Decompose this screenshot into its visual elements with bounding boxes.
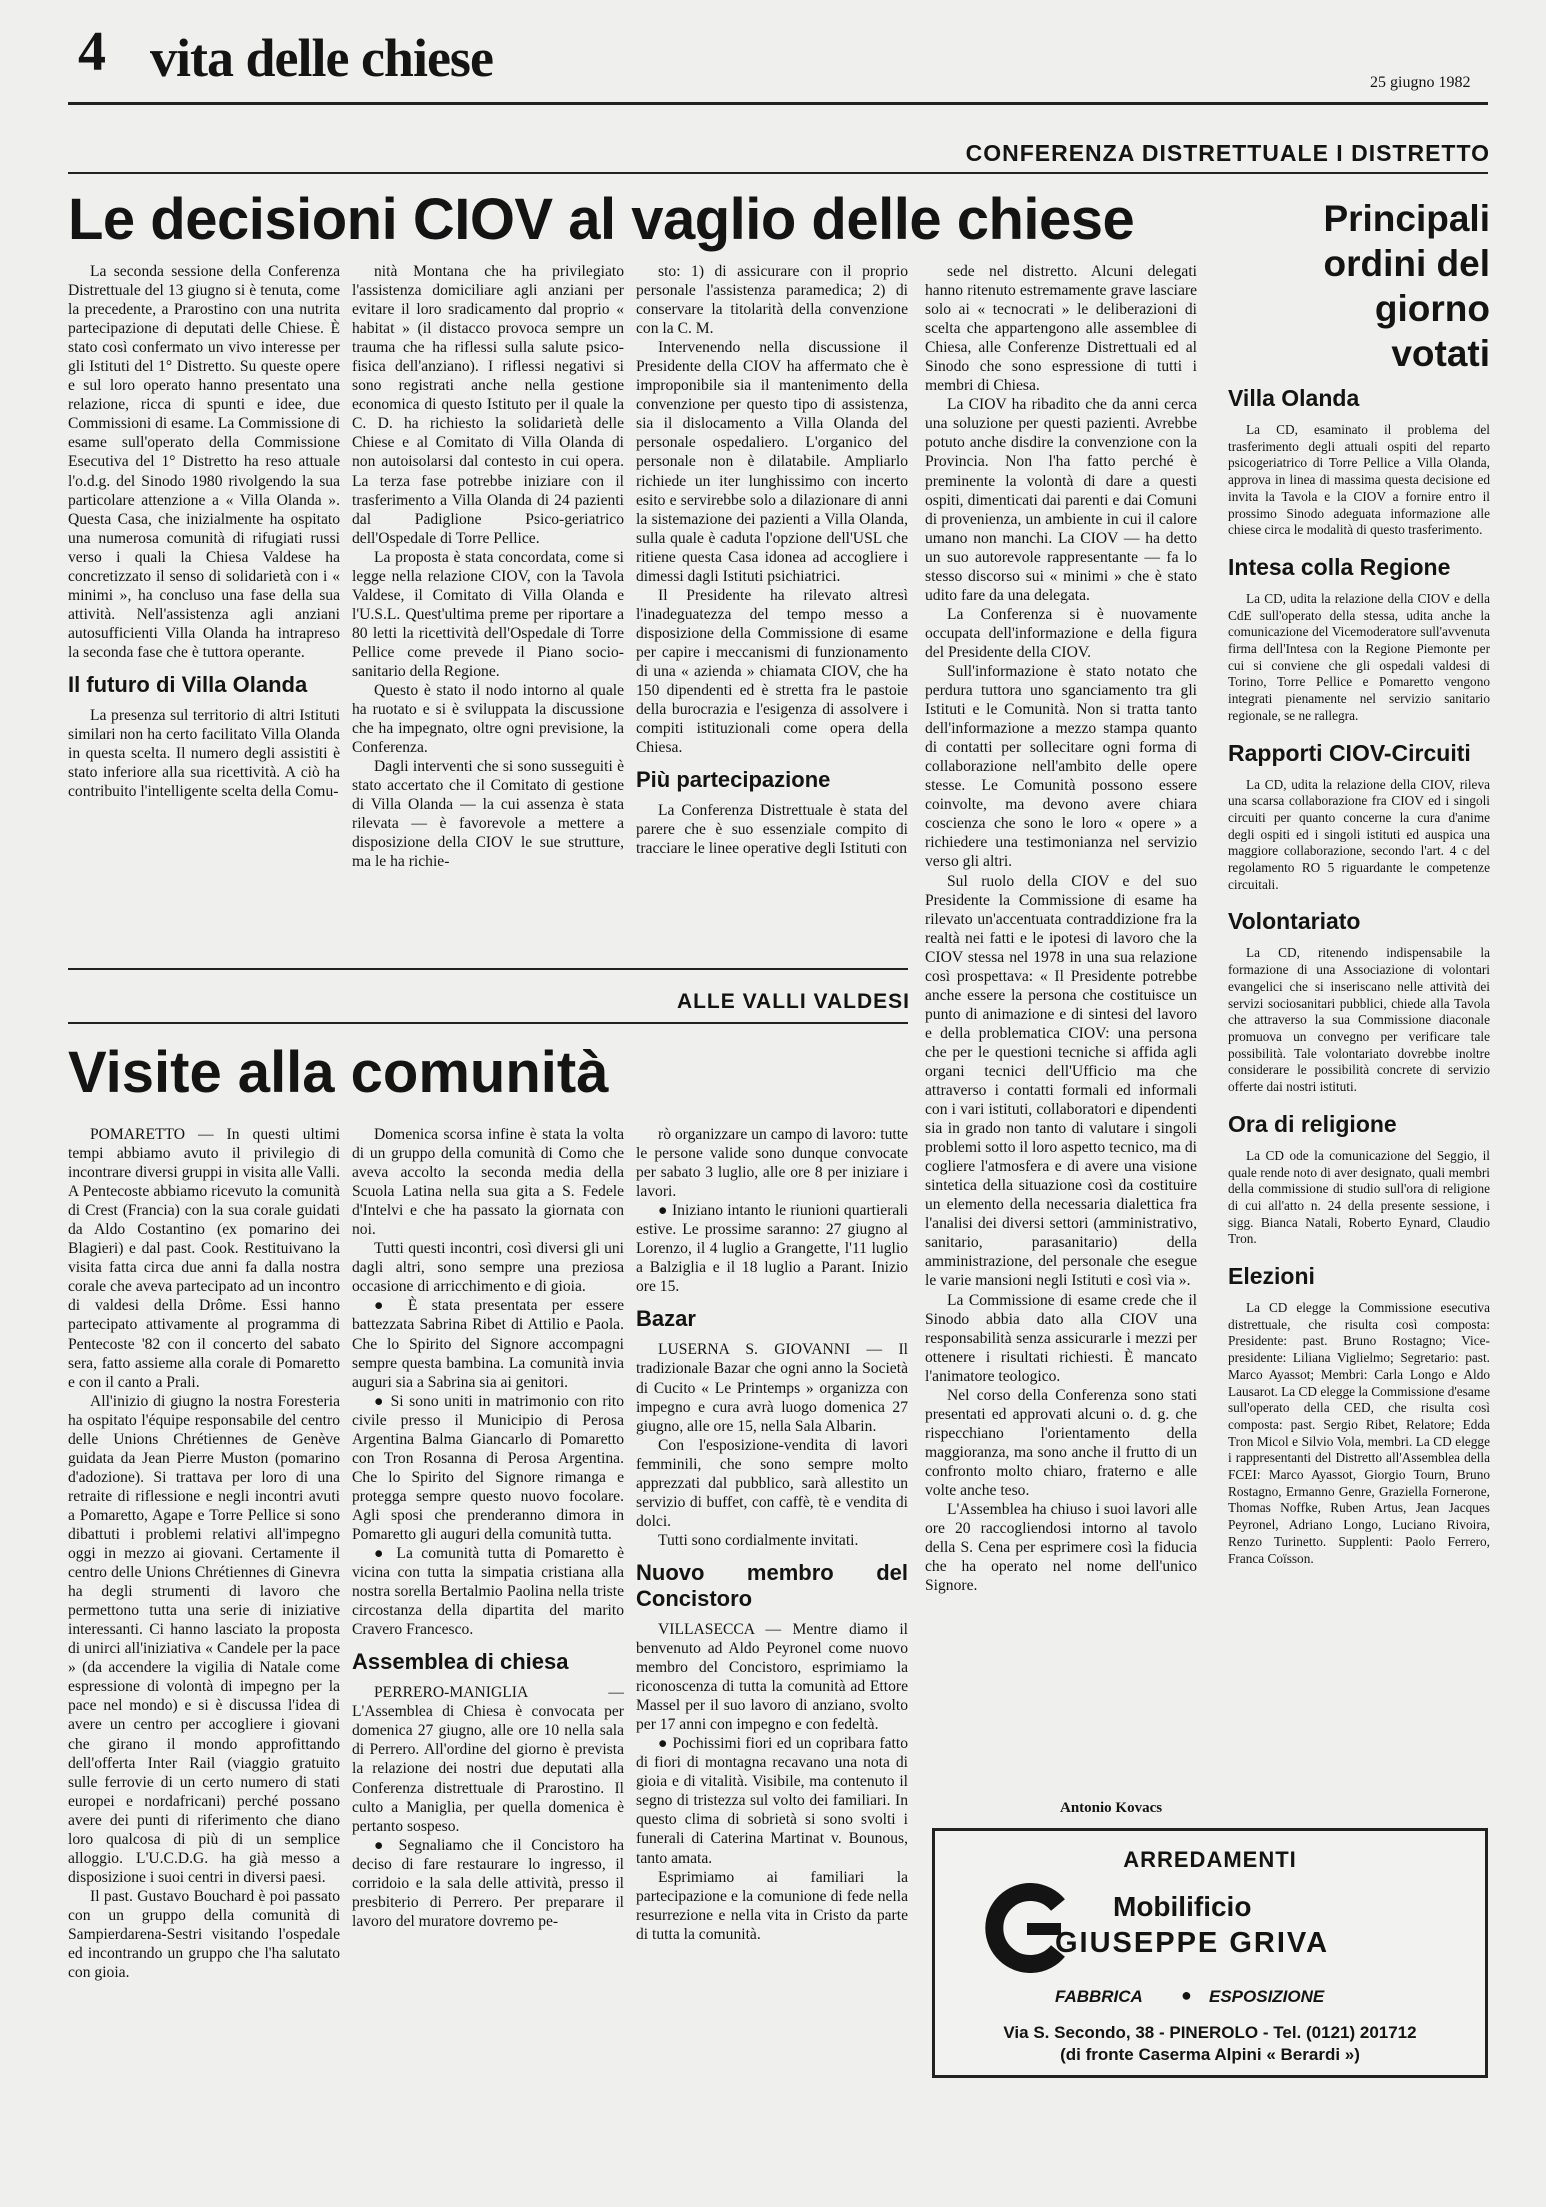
sidebar-section (1228, 384, 1490, 539)
subheading: Il futuro di Villa Olanda (68, 671, 308, 697)
paragraph: PERRERO-MANIGLIA — L'Assemblea di Chiesa è convocata per domenica 27 giugno, alle ore 10 nella sala di Perrero. All'ordine del giorno è prevista la relazione dei nostri due deputati alla Conferenza distrettuale di Prarostino. Il culto a Maniglia, per quella domenica è pertanto sospeso. (352, 1684, 624, 1835)
paragraph: Tutti questi incontri, così diversi gli uni dagli altri, sono sempre una preziosa occasione di arricchimento e di gioia. (352, 1240, 624, 1296)
sidebar-text: La CD, ritenendo indispensabile la formazione di una Associazione di volontari evangelici che si inseriscano nelle attività dei servizi sociosanitari pubblici, chiede alla Tavola che attraverso la sua Commissione diaconale promuova un convegno per verificare tale possibilità. Tale volontariato dovrebbe inoltre considerare le possibilità concrete di servizio offerte dai nostri istituti. (1228, 945, 1490, 1095)
ad-tagline-right: ESPOSIZIONE (1209, 1987, 1325, 2006)
ad-header: ARREDAMENTI (1123, 1847, 1297, 1872)
article1-col1 (68, 262, 340, 942)
sidebar-text: La CD, esaminato il problema del trasferimento degli attuali ospiti del reparto psicogeriatrico di Torre Pellice a Villa Olanda, approva in linea di massima questa decisione ed invita la Tavola e la CIOV a fornire entro il prossimo Sinodo adeguata informazione alle chiese circa le modalità di questo trasferimento. (1228, 422, 1490, 538)
sidebar-section (1228, 1110, 1490, 1248)
paragraph: rò organizzare un campo di lavoro: tutte le persone valide sono dunque convocate per sabato 3 luglio, alle ore 8 per iniziare i lavori. (636, 1126, 908, 1201)
paragraph: Domenica scorsa infine è stata la volta di un gruppo della comunità di Como che aveva accolto la seconda media della Scuola Latina nella sua gita a S. Fedele d'Intelvi e che ha passato la giornata con noi. (352, 1126, 624, 1239)
page-number: 4 (78, 21, 106, 83)
section-title: vita delle chiese (150, 28, 493, 88)
sidebar-heading: Elezioni (1228, 1263, 1315, 1290)
article2-kicker-rule (68, 1022, 908, 1024)
article1-col3 (636, 262, 908, 942)
article2-title: Visite alla comunità (68, 1040, 609, 1105)
paragraph: La Commissione di esame crede che il Sinodo abbia dato alla CIOV una responsabilità senza assicurarle i mezzi per ottenere i risultati richiesti. È mancato l'animatore teologico. (925, 1291, 1197, 1385)
advertisement (932, 1828, 1488, 2078)
paragraph: All'inizio di giugno la nostra Foresteria ha ospitato l'équipe responsabile del centro delle Unions Chrétiennes de Genève guidata da Jean Pierre Muston (pomarino d'adozione). Si trattava per loro di una retraite di riflessione e negli incontri avuti a Pomaretto, Agape e Torre Pellice si sono dibattuti i problemi relativi all'impegno oggi in mezzo ai giovani. Certamente il centro delle Unions Chrétiennes di Ginevra ha degli strumenti di lavoro che permettono tutta una serie di iniziative interessanti. Ci hanno lasciato la proposta di unirci all'iniziativa « Candele per la pace » (da accendere la vigilia di Natale come espressione di volontà di impegno per la pace nel mondo) e si è discussa l'idea di avere un centro per accogliere i giovani che girano il mondo approfittando dell'offerta Inter Rail (viaggio gratuito sulle ferrovie di un certo numero di stati europei e nordafricani) perché possano avere dei punti di riferimento che diano loro qualcosa di più di un semplice alloggio. L'U.C.D.G. ha già messo a disposizione i suoi centri in diversi paesi. (68, 1392, 340, 1886)
sidebar-heading: Volontariato (1228, 908, 1361, 935)
subheading: Nuovo membro del Concistoro (636, 1559, 908, 1611)
paragraph: ● Pochissimi fiori ed un copribara fatto di fiori di montagna recavano una nota di gioia e di vitalità. Visibile, ma contenuto il segno di tristezza sul volto dei familiari. In questo clima di sobrietà si sono svolti i funerali di Caterina Martinat v. Bounous, tanto amata. (636, 1735, 908, 1867)
article2-col2 (352, 1125, 624, 2125)
paragraph: ● È stata presentata per essere battezzata Sabrina Ribet di Attilio e Paola. Che lo Spirito del Signore accompagni sempre questa bambina. La comunità invia auguri sia a Sabrina sia ai genitori. (352, 1297, 624, 1391)
paragraph: VILLASECCA — Mentre diamo il benvenuto ad Aldo Peyronel come nuovo membro del Concistoro, esprimiamo la riconoscenza di tutta la comunità ad Ettore Massel per il suo lavoro di anziano, svolto per 17 anni con impegno e con fedeltà. (636, 1620, 908, 1734)
paragraph: La seconda sessione della Conferenza Distrettuale del 13 giugno si è tenuta, come la precedente, a Prarostino con una nutrita partecipazione di deputati delle Chiese. È stato così confermato un vivo interesse per gli Istituti del 1° Distretto. Su queste opere e sul loro operato hanno presentato una relazione, ricca di spunti e idee, due Commissioni di esame. La Commissione di esame sull'operato della Commissione Esecutiva del 1° Distretto ha reso attuale l'o.d.g. del Sinodo 1980 rivolgendo la sua particolare attenzione a « Villa Olanda ». Questa Casa, che inizialmente ha ospitato una numerosa comunità di rifugiati russi verso i quali la Chiesa Valdese ha concretizzato il senso di solidarietà con i « minimi », ha concluso una fase della sua attività. Nell'assistenza agli anziani autosufficienti Villa Olanda ha intrapreso la seconda fase che è tuttora operante. (68, 263, 340, 661)
ad-tagline-left: FABBRICA (1055, 1987, 1143, 2006)
paragraph: L'Assemblea ha chiuso i suoi lavori alle ore 20 raccogliendosi intorno al tavolo della S. Cena per esprimere così la fiducia che ha operato nel nome dell'unico Signore. (925, 1501, 1197, 1595)
sidebar-section (1228, 907, 1490, 1095)
article2-col1 (68, 1125, 340, 2125)
subheading: Assemblea di chiesa (352, 1649, 569, 1675)
paragraph: La presenza sul territorio di altri Istituti similari non ha certo facilitato Villa Olanda in questa scelta. Il numero degli assistiti è stato inferiore alla sua ricettività. A ciò ha contribuito l'intelligente scelta della Comu- (68, 706, 340, 801)
paragraph: Dagli interventi che si sono susseguiti è stato accertato che il Comitato di gestione di Villa Olanda — la cui assenza è stata rilevata — è favorevole a mettere a disposizione della CIOV le sue strutture, ma le ha richie- (352, 758, 624, 871)
paragraph: La CIOV ha ribadito che da anni cerca una soluzione per questi pazienti. Avrebbe potuto anche disdire la convenzione con la Provincia. Non l'ha fatto perché è preminente la volontà di dare a questi ospiti, dimenticati dai parenti e dai Comuni di provenienza, un ambiente in cui il calore umano non manchi. La CIOV — ha detto un suo autorevole rappresentante — fa lo stesso discorso sui « minimi » che è stato udito fare da una delegata. (925, 396, 1197, 604)
sidebar-text: La CD ode la comunicazione del Seggio, il quale rende noto di aver designato, quali membri della commissione di studio sull'ora di religione di cui all'atto n. 24 della presente sessione, i sigg. Bianca Natali, Roberto Eynard, Claudio Tron. (1228, 1147, 1490, 1247)
sidebar-section (1228, 553, 1490, 725)
article2-kicker: ALLE VALLI VALDESI (676, 990, 910, 1013)
kicker-rule (68, 172, 1488, 174)
article1-title: Le decisioni CIOV al vaglio delle chiese (68, 187, 1135, 252)
ad-tagline-bullet: ● (1181, 1985, 1192, 2005)
sidebar-title: Principali ordini del giorno votati (1323, 198, 1490, 374)
sidebar-body (1228, 370, 1490, 1830)
paragraph: nità Montana che ha privilegiato l'assistenza domiciliare agli anziani per evitare il loro sradicamento dal proprio « habitat » (il distacco provoca sempre un trauma che ha riflessi sulla salute psico-fisica dell'anziano). I riflessi negativi si sono registrati anche nella gestione economica di questo Istituto per il quale la C. D. ha richiesto la solidarietà delle Chiese e al Comitato di Villa Olanda di non autoisolarsi dal contesto in cui opera. La terza fase potrebbe iniziare con il trasferimento a Villa Olanda di 24 pazienti dal Padiglione Psico-geriatrico dell'Ospedale di Torre Pellice. (352, 263, 624, 547)
sidebar-heading: Villa Olanda (1228, 385, 1360, 411)
article-author: Antonio Kovacs (1060, 1800, 1163, 1816)
paragraph: Il past. Gustavo Bouchard è poi passato con un gruppo della comunità di Sampierdarena-Sestri visitando l'ospedale ed incontrando un gruppo che l'ha salutato con gioia. (68, 1887, 340, 1982)
paragraph: ● La comunità tutta di Pomaretto è vicina con tutta la simpatia cristiana alla nostra sorella Bertalmio Paolina nella triste circostanza della dipartita del marito Cravero Francesco. (352, 1545, 624, 1639)
article1-col2 (352, 262, 624, 942)
paragraph: ● Iniziano intanto le riunioni quartierali estive. Le prossime saranno: 27 giugno al Lorenzo, il 4 luglio a Grangette, l'11 luglio a Balziglia e il 18 luglio a Parant. Inizio ore 15. (636, 1202, 908, 1296)
masthead-rule (68, 102, 1488, 105)
sidebar-heading: Intesa colla Regione (1228, 553, 1451, 580)
paragraph: La Conferenza si è nuovamente occupata dell'informazione e della figura del Presidente della CIOV. (925, 605, 1197, 661)
ad-address: Via S. Secondo, 38 - PINEROLO - Tel. (0121) 201712 (1003, 2023, 1417, 2042)
paragraph: LUSERNA S. GIOVANNI — Il tradizionale Bazar che ogni anno la Società di Cucito « Le Printemps » organizza con impegno e cura avrà luogo domenica 27 giugno, alle ore 15, nella Sala Albarin. (636, 1341, 908, 1435)
paragraph: La Conferenza Distrettuale è stata del parere che è suo essenziale compito di tracciare le linee operative degli Istituti con (636, 802, 908, 858)
paragraph: Intervenendo nella discussione il Presidente della CIOV ha affermato che è improponibile sia il mantenimento della convenzione per questo tipo di assistenza, sia il dislocamento a Villa Olanda del personale ospedaliero. L'organico del personale non è dilatabile. Ampliarlo richiede un iter lunghissimo con incerto esito e servirebbe solo a dilazionare di anni la sistemazione dei pazienti a Villa Olanda, sulla quale è caduta l'opzione dell'USL che ritiene questa Casa idonea ad accogliere i dimessi dagli Istituti psichiatrici. (636, 339, 908, 585)
issue-date: 25 giugno 1982 (1370, 74, 1471, 91)
paragraph: sede nel distretto. Alcuni delegati hanno ritenuto estremamente grave lasciare solo ai « tecnocrati » le deliberazioni di scelta che appartengono alle assemblee di Chiesa, alle Conferenze Distrettuali ed al Sinodo che sono espressione di tutti i membri di Chiesa. (925, 263, 1197, 395)
paragraph: Questo è stato il nodo intorno al quale ha ruotato e si è sviluppata la discussione che ha impegnato, oltre ogni previsione, la Conferenza. (352, 682, 624, 757)
sidebar-text: La CD, udita la relazione della CIOV e della CdE sull'operato della stessa, udita anche la comunicazione del Vicemoderatore sull'avvenuta firma dell'Intesa con la Regione Piemonte per cui si conviene che gli ospedali valdesi di Torino, Torre Pellice e Pomaretto vengono integrati pienamente nel servizio sanitario regionale, se ne rallegra. (1228, 590, 1490, 723)
sidebar-section (1228, 1262, 1490, 1567)
ad-brand-line1: Mobilificio (1113, 1891, 1252, 1922)
article2-col3 (636, 1125, 908, 2125)
paragraph: Nel corso della Conferenza sono stati presentati ed approvati alcuni o. d. g. che rispecchiano l'orientamento della maggioranza, ma sono anche il frutto di un confronto molto chiaro, fraterno e alle volte anche teso. (925, 1386, 1197, 1499)
paragraph: sto: 1) di assicurare con il proprio personale l'assistenza paramedica; 2) di conservare la titolarità della convenzione con la C. M. (636, 263, 908, 338)
ad-address-note: (di fronte Caserma Alpini « Berardi ») (1060, 2045, 1360, 2064)
paragraph: Esprimiamo ai familiari la partecipazione e la comunione di fede nella resurrezione e nella vita in Cristo da parte di tutta la comunità. (636, 1868, 908, 1943)
paragraph: ● Segnaliamo che il Concistoro ha deciso di fare restaurare lo ingresso, il corridoio e la sala delle attività, presso il presbiterio di Perrero. Per preparare il lavoro del muratore dovremo pe- (352, 1836, 624, 1930)
sidebar-section (1228, 739, 1490, 894)
sidebar-text: La CD, udita la relazione della CIOV, rileva una scarsa collaborazione fra CIOV ed i singoli circuiti per quanto concerne la cura d'anime degli ospiti ed i singoli istituti ed auspica una maggiore collaborazione, secondo l'art. 4 c del regolamento RO 5 riguardante le competenze circuitali. (1228, 776, 1490, 892)
paragraph: Sull'informazione è stato notato che perdura tuttora uno sganciamento tra gli Istituti e le Comunità. Non si tratta tanto dell'informazione a mezzo stampa quanto di contatti per sollecitare ogni forma di collaborazione nell'ambito delle opere stesse. Le Comunità possono essere coinvolte, ma devono avere chiara coscienza che sono le loro « opere » a richiedere una testimonianza nel servizio verso gli altri. (925, 662, 1197, 871)
sidebar-text: La CD elegge la Commissione esecutiva distrettuale, che risulta così composta: Presidente: past. Bruno Rostagno; Vice-presidente: Liliana Viglielmo; Segretario: past. Marco Ayassot; Membri: Carla Longo e Aldo Lausarot. La CD elegge la Commissione d'esame sull'operato della CED, che risulta così composta: past. Sergio Ribet, Relatore; Edda Tron Micol e Silvio Vola, membri. La CD elegge i rappresentanti del Distretto all'Assemblea della FCEI: Marco Ayassot, Giorgio Tourn, Bruno Rostagno, Ermanno Genre, Graziella Fornerone, Thomas Noffke, Ruben Artus, Jean Jacques Peyronel, Adriano Longo, Luciano Rivoira, Renzo Turinetto. Supplenti: Paolo Ferrero, Franca Coïsson. (1228, 1300, 1490, 1566)
subheading: Bazar (636, 1306, 696, 1332)
article2-top-rule (68, 968, 908, 970)
article1-kicker: CONFERENZA DISTRETTUALE I DISTRETTO (965, 140, 1490, 166)
paragraph: Tutti sono cordialmente invitati. (658, 1531, 859, 1549)
paragraph: La proposta è stata concordata, come si legge nella relazione CIOV, con la Tavola Valdese, il Comitato di Villa Olanda e l'U.S.L. Quest'ultima preme per riportare a 80 letti la ricettività dell'Ospedale di Torre Pellice come prevede il Piano socio-sanitario della Regione. (352, 548, 624, 680)
sidebar-heading: Rapporti CIOV-Circuiti (1228, 739, 1471, 766)
sidebar-heading: Ora di religione (1228, 1110, 1397, 1137)
paragraph: Sul ruolo della CIOV e del suo Presidente la Commissione di esame ha rilevato un'accentuata contraddizione fra la realtà nei fatti e le ipotesi di lavoro che la CIOV stessa nel 1978 in una sua relazione così prospettava: « Il Presidente potrebbe anche essere la persona che costituisce un punto di animazione e di sintesi del lavoro e della problematica CIOV: una persona che per le questioni tecniche si affida agli organi tecnici dell'Ufficio ma che attraverso i contatti formali ed informali con i vari istituti, collaboratori e dipendenti sia in grado non tanto di valutare i singoli problemi sotto il loro aspetto tecnico, ma di cogliere l'atmosfera e di avere una visione sintetica della situazione così da costituire un elemento della necessaria dialettica fra l'analisi dei diversi settori (amministrativo, sanitario, parasanitario) della amministrazione, del personale che esegue le varie mansioni negli Istituti e così via ». (925, 872, 1197, 1290)
ad-brand-line2: GIUSEPPE GRIVA (1055, 1927, 1330, 1959)
article1-col4 (925, 262, 1197, 1822)
paragraph: Il Presidente ha rilevato altresì l'inadeguatezza del tempo messo a disposizione della Commissione di esame per capire i meccanismi di funzionamento di una « azienda » chiamata CIOV, che ha 150 dipendenti ed è stretta fra le pastoie della burocrazia e l'esigenza di assolvere i compiti istituzionali come opera della Chiesa. (636, 586, 908, 757)
paragraph: Con l'esposizione-vendita di lavori femminili, che sono sempre molto apprezzati dal pubblico, sarà allestito un servizio di buffet, con caffè, tè e vendita di dolci. (636, 1436, 908, 1530)
subheading: Più partecipazione (636, 767, 831, 793)
paragraph: ● Si sono uniti in matrimonio con rito civile presso il Municipio di Perosa Argentina Balma Giancarlo di Pomaretto con Tron Rosanna di Perosa Argentina. Che lo Spirito del Signore rimanga e protegga sempre questo nuovo focolare. Agli sposi che prenderanno dimora in Pomaretto gli auguri della comunità tutta. (352, 1392, 624, 1543)
paragraph: POMARETTO — In questi ultimi tempi abbiamo avuto il privilegio di incontrare diversi gruppi in visita alle Valli. A Pentecoste abbiamo ricevuto la comunità di Crest (Francia) con la sua corale guidati da Aldo Costantino (ex pomarino dei Blagieri) e dal past. Cook. Restituivano la visita fatta circa due anni fa dalla nostra corale che aveva partecipato ad un incontro di valdesi della Drôme. Essi hanno partecipato attivamente al programma di Pentecoste '82 con il concerto del sabato sera, fatto assieme alla corale di Pomaretto e con il canto a Prali. (68, 1126, 340, 1391)
